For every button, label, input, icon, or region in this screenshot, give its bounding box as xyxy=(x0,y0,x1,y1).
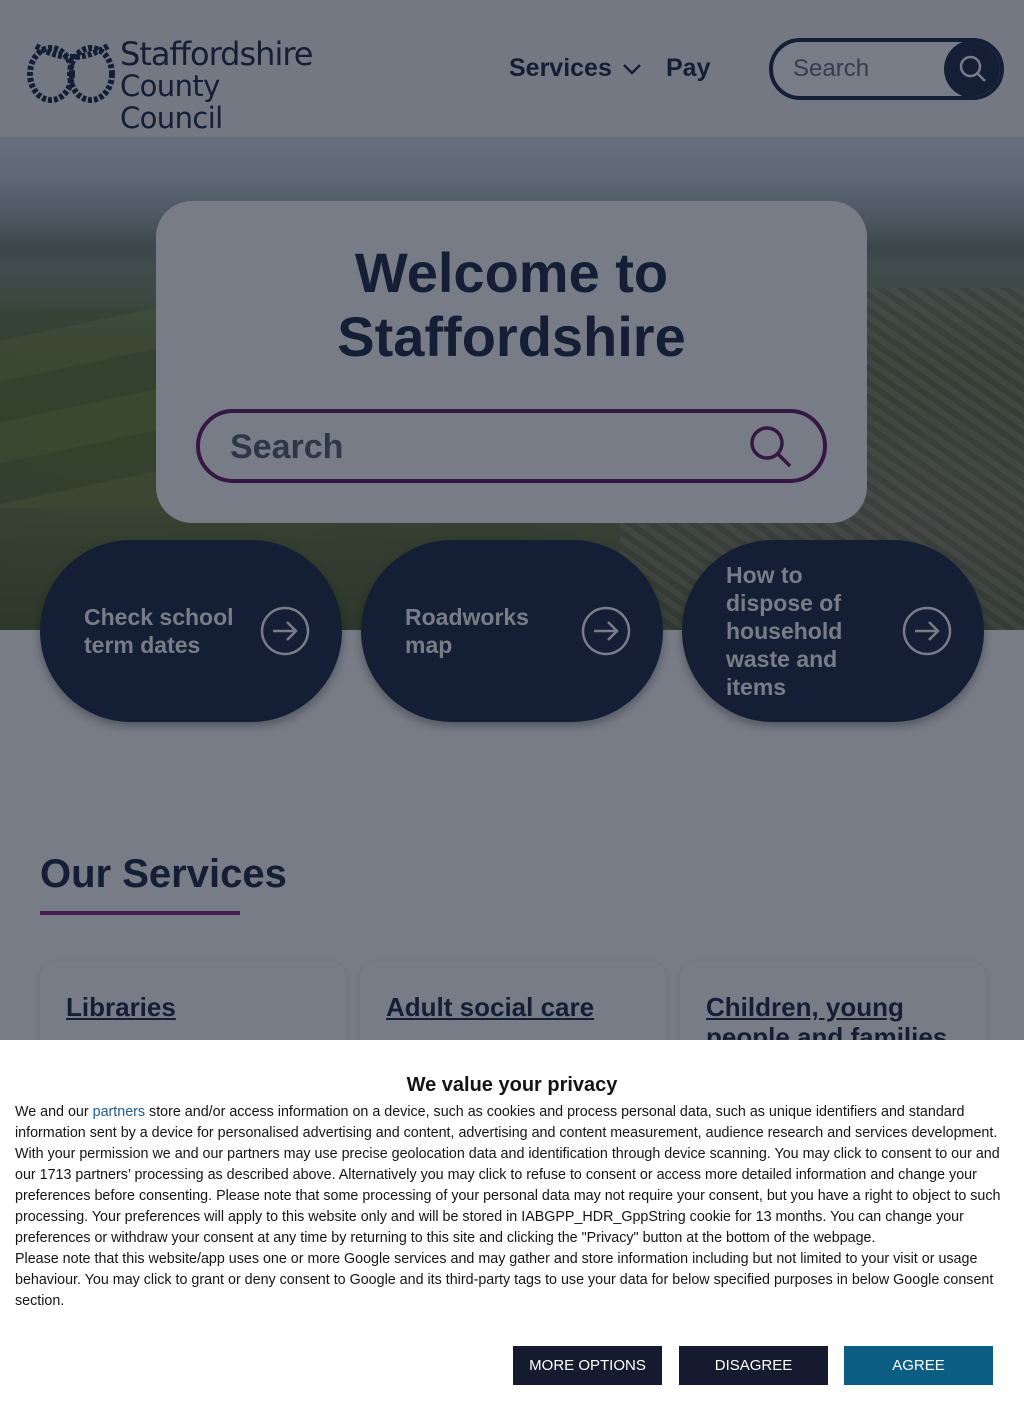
more-options-button[interactable]: MORE OPTIONS xyxy=(513,1346,662,1385)
agree-button[interactable]: AGREE xyxy=(844,1346,993,1385)
consent-text-start: We and our xyxy=(15,1104,93,1120)
consent-text xyxy=(15,1102,1015,1312)
partners-link[interactable]: partners xyxy=(92,1104,146,1120)
consent-paragraph-1 xyxy=(15,1102,1015,1249)
disagree-button[interactable]: DISAGREE xyxy=(679,1346,828,1385)
consent-paragraph-2: Please note that this website/app uses one or more Google services and may gather and store information including but not limited to your visit or usage behaviour. You may click to grant or deny consent to Google and its third-party tags to use your data for below specified purposes in below Google consent section. xyxy=(15,1251,994,1309)
privacy-consent-banner xyxy=(0,1040,1024,1411)
consent-title: We value your privacy xyxy=(406,1074,618,1096)
consent-text-main: store and/or access information on a device, such as cookies and process personal data, such as unique identifiers and standard information sent by a device for personalised advertising and content, advertising and content measurement, audience research and services development. With your permission we and our partners may use precise geolocation data and identification through device scanning. You may click to consent to our and our 1713 partners’ processing as described above. Alternatively you may click to refuse to consent or access more detailed information and change your preferences before consenting. Please note that some processing of your personal data may not require your consent, but you have a right to object to such processing. Your preferences will apply to this website only and will be stored in IABGPP_HDR_GppString cookie for 13 months. You can change your preferences or withdraw your consent at any time by returning to this site and clicking the "Privacy" button at the bottom of the webpage. xyxy=(15,1104,1001,1246)
